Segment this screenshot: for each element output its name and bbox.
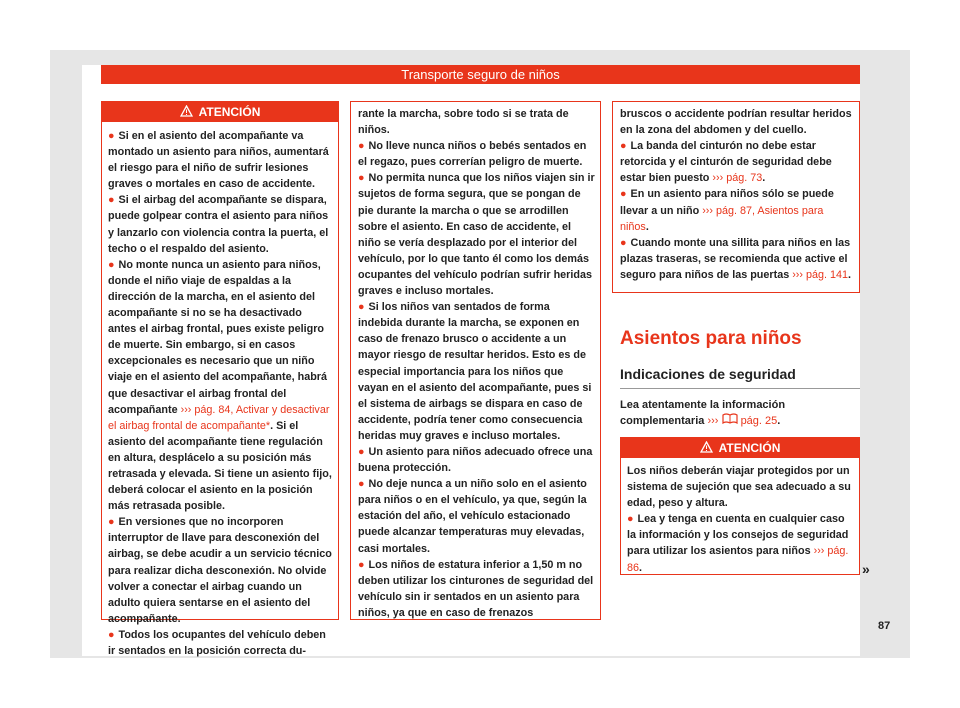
- list-item: bruscos o accidente podrían resultar heridos en la zona del abdomen y del cuello.: [620, 108, 852, 137]
- list-item: ● No lleve nunca niños o bebés sentados en el regazo, pues correrían peligro de muerte.: [358, 140, 587, 169]
- list-item: ● Lea y tenga en cuenta en cualquier caso la información y los consejos de seguridad para utilizar los asientos para niños ››› pág. 86.: [627, 513, 849, 574]
- page-reference-link[interactable]: ››› pág. 141: [792, 268, 849, 281]
- warning-title: ATENCIÓN: [718, 441, 781, 455]
- list-item: ● Si el airbag del acompañante se dispara, puede golpear contra el asiento para niños y lanzarlo con violencia contra la puerta, el techo o el respaldo del asiento.: [108, 194, 329, 255]
- warning-box-header: [621, 438, 859, 458]
- list-item: ● Un asiento para niños adecuado ofrece una buena protección.: [358, 445, 593, 475]
- list-item: ● En un asiento para niños sólo se puede llevar a un niño ››› pág. 87, Asientos para niños.: [620, 188, 834, 233]
- list-item: ● No monte nunca un asiento para niños, donde el niño viaje de espaldas a la dirección de la marcha, en el asiento del acompañante si no se ha desactivado antes el airbag frontal, pues existe peligro de muerte. Sin embargo, si en casos excepcionales es necesario que un niño viaje en el asiento del acompañante, habrá que desactivar el airbag frontal del acompañante ››› pág. 84, Activar y desactivar el airbag frontal de acompañante*. Si el asiento del acompañante tiene regulación en altura, desplácelo a su posición más retrasada y elevada. Si tiene un asiento fijo, deberá colocar el asiento en la posición más retrasada posible.: [108, 258, 332, 513]
- list-item: ● La banda del cinturón no debe estar retorcida y el cinturón de seguridad debe estar bien puesto ››› pág. 73.: [620, 140, 832, 185]
- warning-box-1: [101, 101, 339, 657]
- warning-box-1-end: [612, 101, 860, 293]
- chapter-header: Transporte seguro de niños: [101, 65, 860, 84]
- page-reference-link[interactable]: ››› pág. 84, Activar y desactivar el airbag frontal de acompañante*: [108, 403, 330, 432]
- list-item: ● En versiones que no incorporen interruptor de llave para desconexión del airbag, se debe acudir a un servicio técnico para realizar dicha desconexión. No olvide volver a conectar el airbag cuando un adulto quiera sentarse en el asiento del acompañante.: [108, 516, 332, 625]
- list-item: rante la marcha, sobre todo si se trata de niños.: [358, 108, 569, 137]
- page-reference-link[interactable]: pág. 25: [740, 415, 778, 427]
- list-item: ● Si los niños van sentados de forma indebida durante la marcha, se exponen en caso de frenazo brusco o accidente a un mayor riesgo de resultar heridos. Esto es de especial importancia para los niños que vayan en el asiento del acompañante, pues si el sistema de airbags se dispara en caso de accidente, podría tener como consecuencia heridas muy graves e incluso mortales.: [358, 301, 592, 442]
- warning-box-header: [102, 102, 338, 122]
- list-item: ● Los niños de estatura inferior a 1,50 m no deben utilizar los cinturones de seguridad del vehículo sin ir sentados en un asiento para niños, ya que en caso de frenazos: [358, 558, 594, 619]
- list-item: ● No permita nunca que los niños viajen sin ir sujetos de forma segura, que se pongan de pie durante la marcha o que se arrodillen sobre el asiento. En caso de accidente, el niño se vería desplazado por el interior del vehículo, por lo que tanto él como los demás ocupantes del vehículo podrían sufrir heridas graves e incluso mortales.: [358, 172, 595, 298]
- intro-text: Lea atentamente la información complementaria ››› pág. 25.: [620, 399, 786, 427]
- list-item: ● Todos los ocupantes del vehículo deben ir sentados en la posición correcta du-: [108, 628, 326, 657]
- page-reference-link[interactable]: ››› pág. 73: [712, 172, 763, 185]
- section-title: Asientos para niños: [620, 328, 802, 349]
- page-reference-link[interactable]: ››› pág. 87, Asientos para niños: [620, 204, 824, 233]
- list-item: ● No deje nunca a un niño solo en el asiento para niños o en el vehículo, ya que, según la estación del año, el vehículo estacionado puede alcanzar temperaturas muy elevadas, casi mortales.: [358, 478, 587, 555]
- warning-triangle-icon: [180, 103, 193, 123]
- list-item: ● Cuando monte una sillita para niños en las plazas traseras, se recomienda que active el seguro para niños de las puertas ››› pág. 141.: [620, 236, 852, 281]
- list-item: ● Si en el asiento del acompañante va montado un asiento para niños, aumentará el riesgo para el niño de sufrir lesiones graves o mortales en caso de accidente.: [108, 130, 329, 191]
- warning-box-2: [620, 437, 860, 575]
- warning-title: ATENCIÓN: [198, 105, 261, 119]
- book-icon: [722, 415, 738, 427]
- warning-box-1-continued: [350, 101, 601, 620]
- warning-triangle-icon: [700, 439, 713, 459]
- page-number: 87: [878, 620, 891, 632]
- section-subtitle: Indicaciones de seguridad: [620, 366, 860, 389]
- continued-indicator: »: [862, 561, 870, 577]
- page-reference-link[interactable]: ››› pág. 86: [627, 545, 849, 574]
- list-item: Los niños deberán viajar protegidos por un sistema de sujeción que sea adecuado a su edad, peso y altura.: [627, 465, 851, 510]
